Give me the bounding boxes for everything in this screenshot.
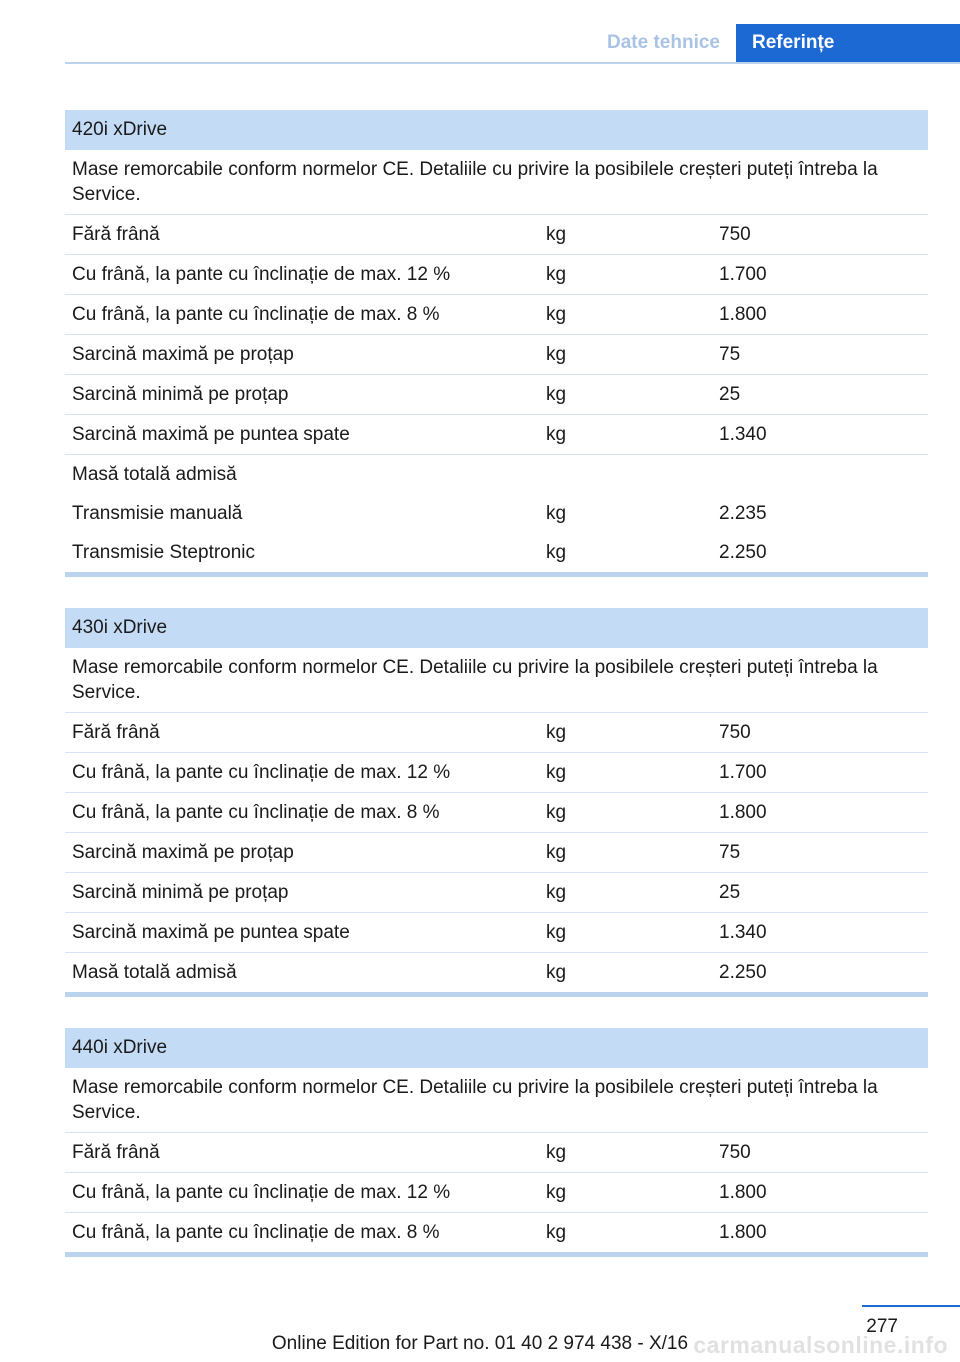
table-row — [65, 953, 928, 992]
row-label: Sarcină maximă pe puntea spate — [72, 423, 350, 445]
row-label: Cu frână, la pante cu înclinație de max. 12 % — [72, 263, 451, 285]
row-value: 1.800 — [719, 303, 767, 325]
table-row — [65, 255, 928, 295]
row-unit: kg — [546, 1221, 567, 1243]
row-unit: kg — [546, 801, 567, 823]
row-value: 1.800 — [719, 1181, 767, 1203]
row-value: 750 — [719, 223, 751, 245]
row-label: Cu frână, la pante cu înclinație de max. 12 % — [72, 1181, 451, 1203]
row-unit: kg — [546, 263, 567, 285]
tab-date-tehnice[interactable]: Date tehnice — [607, 32, 720, 53]
row-label: Fără frână — [72, 1141, 160, 1163]
table-row — [65, 295, 928, 335]
row-unit: kg — [546, 761, 567, 783]
row-label: Cu frână, la pante cu înclinație de max. 8 % — [72, 303, 440, 325]
row-value: 2.235 — [719, 502, 767, 524]
row-unit: kg — [546, 383, 567, 405]
watermark: carmanualsonline.info — [693, 1332, 948, 1358]
group-label: Masă totală admisă — [72, 463, 237, 485]
row-value: 25 — [719, 881, 741, 903]
section-description: Mase remorcabile conform normelor CE. Detaliile cu privire la posibilele creșteri puteți întreba la Service. — [65, 150, 928, 215]
row-unit: kg — [546, 721, 567, 743]
row-unit: kg — [546, 541, 567, 563]
page-number: 277 — [866, 1316, 898, 1337]
table-row — [65, 1213, 928, 1252]
row-unit: kg — [546, 223, 567, 245]
row-value: 750 — [719, 721, 751, 743]
row-unit: kg — [546, 343, 567, 365]
section-description: Mase remorcabile conform normelor CE. Detaliile cu privire la posibilele creșteri puteți întreba la Service. — [65, 648, 928, 713]
table-row — [65, 753, 928, 793]
table-row-group-heading — [65, 455, 928, 494]
table-row — [65, 215, 928, 255]
row-unit: kg — [546, 1141, 567, 1163]
tab-referinte[interactable]: Referințe — [736, 24, 960, 62]
row-value: 25 — [719, 383, 741, 405]
page-number-rule — [862, 1305, 960, 1307]
section-420i — [65, 110, 928, 577]
row-label: Sarcină maximă pe proțap — [72, 841, 294, 863]
row-value: 75 — [719, 841, 741, 863]
table-row — [65, 335, 928, 375]
table-row — [65, 1173, 928, 1213]
row-value: 1.700 — [719, 761, 767, 783]
row-unit: kg — [546, 881, 567, 903]
row-unit: kg — [546, 841, 567, 863]
row-label: Sarcină maximă pe puntea spate — [72, 921, 350, 943]
row-label: Transmisie Steptronic — [72, 541, 256, 563]
row-value: 1.800 — [719, 801, 767, 823]
row-unit: kg — [546, 423, 567, 445]
table-row — [65, 375, 928, 415]
table-row — [65, 793, 928, 833]
table-row — [65, 713, 928, 753]
row-label: Transmisie manuală — [72, 502, 243, 524]
row-value: 75 — [719, 343, 741, 365]
row-label: Masă totală admisă — [72, 961, 237, 983]
row-label: Fără frână — [72, 223, 160, 245]
row-value: 2.250 — [719, 961, 767, 983]
footer-edition: Online Edition for Part no. 01 40 2 974 438 - X/16 — [271, 1333, 689, 1354]
row-label: Cu frână, la pante cu înclinație de max. 8 % — [72, 801, 440, 823]
row-label: Sarcină minimă pe proțap — [72, 383, 289, 405]
row-unit: kg — [546, 303, 567, 325]
row-value: 1.800 — [719, 1221, 767, 1243]
row-label: Fără frână — [72, 721, 160, 743]
table-row — [65, 533, 928, 572]
row-label: Cu frână, la pante cu înclinație de max. 8 % — [72, 1221, 440, 1243]
content — [65, 110, 928, 1288]
row-label: Sarcină minimă pe proțap — [72, 881, 289, 903]
row-value: 1.340 — [719, 423, 767, 445]
row-value: 1.700 — [719, 263, 767, 285]
table-row — [65, 873, 928, 913]
section-430i — [65, 608, 928, 997]
row-unit: kg — [546, 921, 567, 943]
row-unit: kg — [546, 961, 567, 983]
table-row — [65, 415, 928, 455]
section-title: 440i xDrive — [65, 1028, 928, 1068]
header-bar — [65, 24, 960, 64]
row-value: 1.340 — [719, 921, 767, 943]
section-title: 420i xDrive — [65, 110, 928, 150]
table-row — [65, 494, 928, 533]
row-label: Cu frână, la pante cu înclinație de max. 12 % — [72, 761, 451, 783]
table-row — [65, 833, 928, 873]
row-value: 750 — [719, 1141, 751, 1163]
table-row — [65, 1133, 928, 1173]
section-title: 430i xDrive — [65, 608, 928, 648]
section-description: Mase remorcabile conform normelor CE. Detaliile cu privire la posibilele creșteri puteți întreba la Service. — [65, 1068, 928, 1133]
row-label: Sarcină maximă pe proțap — [72, 343, 294, 365]
row-value: 2.250 — [719, 541, 767, 563]
row-unit: kg — [546, 1181, 567, 1203]
row-unit: kg — [546, 502, 567, 524]
table-row — [65, 913, 928, 953]
section-440i — [65, 1028, 928, 1257]
